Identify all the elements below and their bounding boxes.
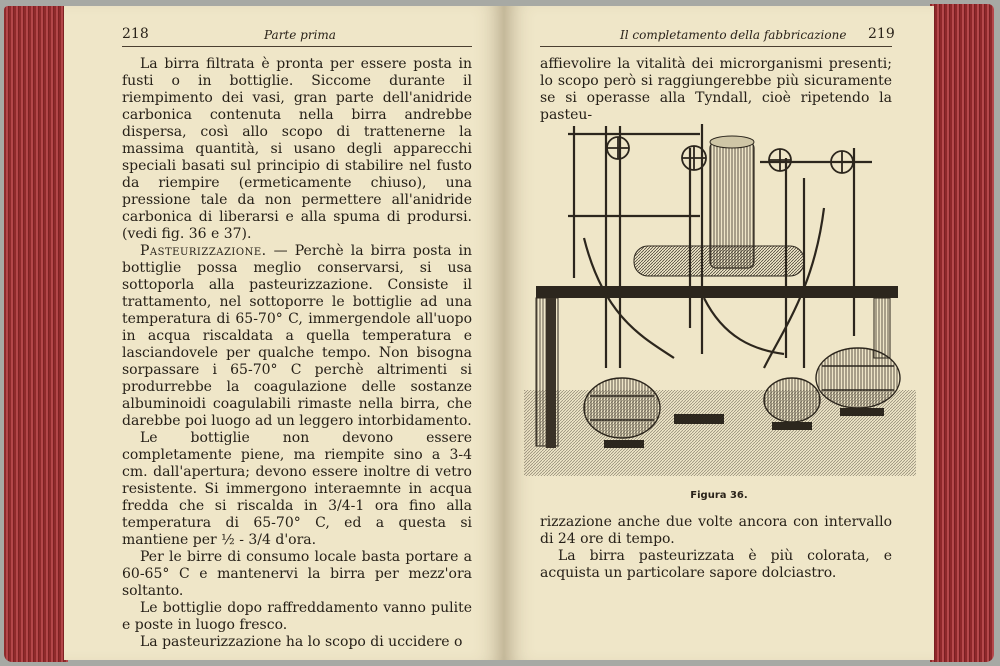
paragraph: La birra pasteurizzata è più colorata, e acquista un particolare sapore dolciastro. — [540, 548, 892, 581]
header-rule — [122, 46, 472, 47]
right-bottom-text — [540, 514, 892, 582]
left-page-number: 218 — [122, 26, 149, 42]
left-page — [64, 6, 504, 660]
paragraph: Le bottiglie dopo raffreddamento vanno pulite e poste in luogo fresco. — [122, 600, 472, 633]
section-heading: Pasteurizzazione. — [140, 243, 267, 259]
paragraph: Per le birre di consumo locale basta portare a 60-65° C e mantenervi la birra per mezz'ora soltanto. — [122, 549, 472, 599]
paragraph: rizzazione anche due volte ancora con intervallo di 24 ore di tempo. — [540, 514, 892, 547]
right-page-number: 219 — [868, 26, 895, 42]
paragraph-rest: Consiste il trattamento, nel sottoporre le bottiglie ad una temperatura di 65-70° C, immergendole all'uopo in acqua riscaldata a quella temperatura e lasciandovele per qualche tempo. Non bisogna sorpassare i 65-70° C perchè altrimenti si produrrebbe la coagulazione delle sostanze albuminoidi coagulabili rimaste nella birra, che darebbe poi luogo ad un leggero intorbidamento. — [122, 277, 472, 429]
paragraph: La birra filtrata è pronta per essere posta in fusti o in bottiglie. Siccome durante il riempimento dei vasi, gran parte dell'anidride carbonica contenuta nella birra andrebbe dispersa, così allo scopo di trattenerne la massima quantità, si usano degli apparecchi speciali basati sul principio di stabilire nel fusto da riempire (ermeticamente chiuso), una pressione tale da non permettere all'anidride carbonica di liberarsi e alla spuma di prodursi. (vedi fig. 36 e 37). — [122, 56, 472, 242]
figure-caption: Figura 36. — [690, 490, 748, 501]
paragraph: La pasteurizzazione ha lo scopo di uccidere o — [140, 634, 463, 650]
right-page — [504, 6, 934, 660]
paragraph: affievolire la vitalità dei microrganismi presenti; lo scopo però si raggiungerebbe più sicuramente se si operasse alla Tyndall, cioè ripetendo la pasteu- — [540, 56, 892, 123]
paragraph: Le bottiglie non devono essere completamente piene, ma riempite sino a 3-4 cm. dall'apertura; devono essere inoltre di vetro resistente. Si immergono interaemnte in acqua fredda che si riscalda in 3/4-1 ora fino alla temperatura di 65-70° C, ed a questa si mantiene per ½ - 3/4 d'ora. — [122, 430, 472, 548]
left-running-title: Parte prima — [264, 28, 336, 42]
right-running-title: Il completamento della fabbricazione — [620, 28, 847, 42]
paragraph — [122, 243, 472, 430]
brewing-apparatus-engraving — [524, 118, 916, 482]
left-body-text — [122, 56, 472, 651]
right-page-edges — [930, 4, 994, 662]
header-rule — [540, 46, 892, 47]
left-page-edges — [4, 6, 68, 662]
section-lead: — Perchè la birra posta in bottiglie possa meglio conservarsi, si usa sottoporla alla pasteurizzazione. — [122, 243, 472, 293]
right-top-text — [540, 56, 892, 124]
